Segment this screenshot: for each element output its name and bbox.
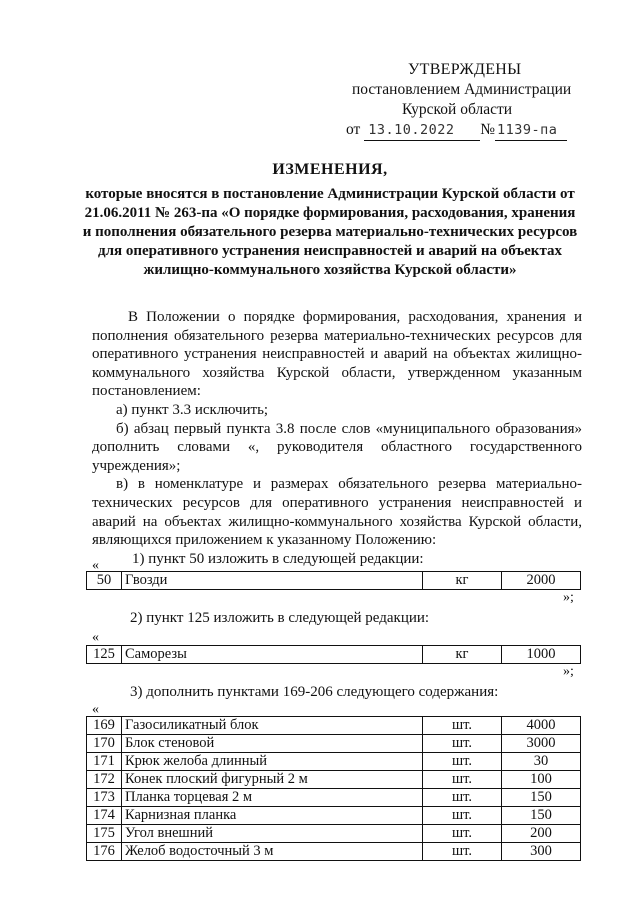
- row-unit: шт.: [423, 735, 502, 753]
- row-quantity: 3000: [502, 735, 581, 753]
- approval-number: 1139-па: [495, 120, 567, 141]
- row-unit: шт.: [423, 807, 502, 825]
- row-name: Саморезы: [122, 646, 423, 664]
- row-number: 171: [87, 753, 122, 771]
- row-quantity: 1000: [502, 646, 581, 664]
- table-row: [87, 807, 581, 825]
- row-number: 176: [87, 843, 122, 861]
- document-title: [80, 160, 580, 280]
- row-quantity: 30: [502, 753, 581, 771]
- point-3-text: 3) дополнить пунктами 169-206 следующего содержания:: [130, 684, 499, 700]
- row-quantity: 200: [502, 825, 581, 843]
- row-unit: кг: [423, 646, 502, 664]
- table-point-125: [86, 645, 581, 664]
- row-name: Гвозди: [122, 572, 423, 590]
- row-number: 175: [87, 825, 122, 843]
- row-quantity: 100: [502, 771, 581, 789]
- table-point-50: [86, 571, 581, 590]
- table-points-169-206: [86, 716, 581, 861]
- point-2-text: 2) пункт 125 изложить в следующей редакции:: [130, 610, 430, 626]
- close-quote-2: »;: [563, 664, 574, 679]
- row-name: Планка торцевая 2 м: [122, 789, 423, 807]
- row-name: Газосиликатный блок: [122, 717, 423, 735]
- date-prefix: от: [346, 121, 361, 138]
- row-unit: шт.: [423, 753, 502, 771]
- row-name: Карнизная планка: [122, 807, 423, 825]
- open-quote-3: «: [92, 702, 99, 717]
- row-quantity: 150: [502, 807, 581, 825]
- approval-date: 13.10.2022: [364, 120, 480, 141]
- row-unit: шт.: [423, 717, 502, 735]
- row-quantity: 300: [502, 843, 581, 861]
- item-a: а) пункт 3.3 исключить;: [116, 401, 269, 418]
- row-name: Угол внешний: [122, 825, 423, 843]
- row-unit: шт.: [423, 771, 502, 789]
- row-number: 173: [87, 789, 122, 807]
- row-number: 125: [87, 646, 122, 664]
- table-row: [87, 789, 581, 807]
- row-quantity: 150: [502, 789, 581, 807]
- open-quote-2: «: [92, 630, 99, 645]
- open-quote-1: «: [92, 558, 99, 573]
- row-name: Блок стеновой: [122, 735, 423, 753]
- row-quantity: 2000: [502, 572, 581, 590]
- approval-line-region: Курской области: [402, 101, 513, 118]
- approval-line-decree: постановлением Администрации: [352, 81, 572, 98]
- point-1-text: 1) пункт 50 изложить в следующей редакции:: [132, 550, 424, 567]
- row-unit: кг: [423, 572, 502, 590]
- item-v: в) в номенклатуре и размерах обязательного резерва материально-технических ресурсов для оперативного устранения неисправностей и аварий на объектах жилищно-коммунального хозяйства Курской области, являющихся приложением к указанному Положению:: [92, 476, 582, 549]
- row-name: Крюк желоба длинный: [122, 753, 423, 771]
- row-number: 172: [87, 771, 122, 789]
- row-number: 169: [87, 717, 122, 735]
- table-row: [87, 825, 581, 843]
- body-text: [92, 308, 582, 568]
- table-row: [87, 843, 581, 861]
- table-row: [87, 771, 581, 789]
- table-row: [87, 646, 581, 664]
- row-number: 170: [87, 735, 122, 753]
- title-heading: ИЗМЕНЕНИЯ,: [272, 161, 388, 178]
- item-b: б) абзац первый пункта 3.8 после слов «муниципального образования» дополнить словами «, руководителя областного государственного учреждения»;: [92, 420, 582, 474]
- number-prefix: №: [480, 121, 495, 138]
- row-quantity: 4000: [502, 717, 581, 735]
- row-unit: шт.: [423, 843, 502, 861]
- table-row: [87, 572, 581, 590]
- table-row: [87, 735, 581, 753]
- row-name: Желоб водосточный 3 м: [122, 843, 423, 861]
- approval-heading: УТВЕРЖДЕНЫ: [408, 61, 522, 78]
- row-number: 50: [87, 572, 122, 590]
- table-row: [87, 753, 581, 771]
- close-quote-1: »;: [563, 590, 574, 605]
- approval-date-line: [346, 120, 567, 141]
- row-number: 174: [87, 807, 122, 825]
- intro-paragraph: В Положении о порядке формирования, расходования, хранения и пополнения обязательного резерва материально-технических ресурсов для оперативного устранения неисправностей и аварий на объектах жилищно-коммунального хозяйства Курской области, утвержденном указанным постановлением:: [92, 309, 582, 400]
- table-row: [87, 717, 581, 735]
- title-subtitle: которые вносятся в постановление Администрации Курской области от 21.06.2011 № 263-па «О порядке формирования, расходования, хранения и пополнения обязательного резерва материально-технических ресурсов для оперативного устранения неисправностей и аварий на объектах жилищно-коммунального хозяйства Курской области»: [82, 186, 578, 278]
- row-unit: шт.: [423, 825, 502, 843]
- row-unit: шт.: [423, 789, 502, 807]
- row-name: Конек плоский фигурный 2 м: [122, 771, 423, 789]
